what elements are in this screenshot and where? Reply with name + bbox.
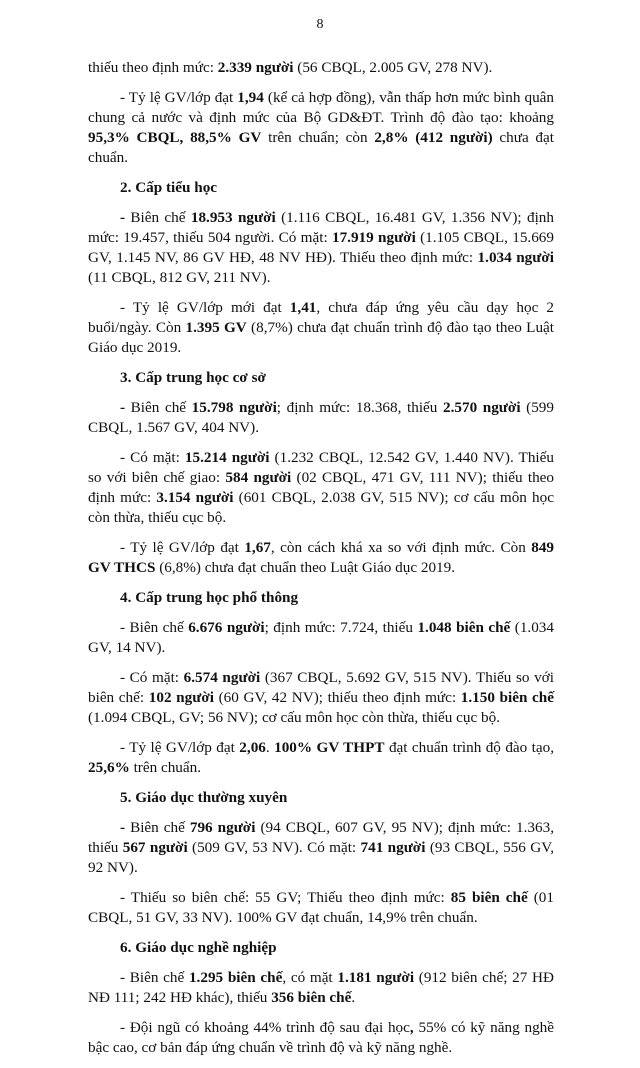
text-run: (6,8%) chưa đạt chuẩn theo Luật Giáo dục 2019. bbox=[155, 559, 456, 576]
bold-text: 2,8% (412 người) bbox=[374, 129, 493, 146]
section-heading bbox=[88, 588, 554, 608]
text-run: (94 CBQL, 607 GV, 95 NV); định mức: 1.363, thiếu bbox=[88, 819, 554, 856]
bold-text: 1,41 bbox=[289, 299, 317, 316]
text-run: - Có mặt: bbox=[120, 669, 184, 686]
bold-text: 95,3% CBQL, 88,5% GV bbox=[88, 129, 262, 146]
bold-text: 15.214 người bbox=[184, 449, 270, 466]
bold-text: 100% GV THPT bbox=[274, 739, 385, 756]
text-run: (60 GV, 42 NV); thiếu theo định mức: bbox=[213, 689, 461, 706]
text-run: (599 CBQL, 1.567 GV, 404 NV). bbox=[88, 399, 554, 436]
bold-text: 356 biên chế bbox=[271, 989, 352, 1006]
paragraph bbox=[88, 738, 554, 778]
paragraph bbox=[88, 208, 554, 288]
paragraph bbox=[88, 298, 554, 358]
bold-text: 2.339 người bbox=[217, 59, 294, 76]
text-run: (912 biên chế; 27 HĐ NĐ 111; 242 HĐ khác), thiếu bbox=[88, 969, 554, 1006]
text-run: Biên chế bbox=[130, 209, 191, 226]
paragraph bbox=[88, 818, 554, 878]
text-run: , còn cách khá xa so với định mức. Còn bbox=[270, 539, 532, 556]
bold-text: 18.953 người bbox=[190, 209, 276, 226]
paragraph bbox=[88, 538, 554, 578]
text-run: - Biên chế bbox=[120, 619, 189, 636]
bold-text: 1.295 biên chế bbox=[188, 969, 283, 986]
bold-text: 1.048 biên chế bbox=[417, 619, 511, 636]
text-run: (kể cả hợp đồng), vẫn thấp hơn mức bình quân chung cả nước và định mức của Bộ GD&ĐT. Trình độ đào tạo: khoảng bbox=[88, 89, 554, 126]
text-run: (93 CBQL, 556 GV, 92 NV). bbox=[88, 839, 554, 876]
text-run: - Tỷ lệ GV/lớp đạt bbox=[120, 739, 240, 756]
text-run: - Có mặt: bbox=[120, 449, 185, 466]
document-body bbox=[88, 58, 554, 1068]
text-run: - Đội ngũ có khoảng 44% trình độ sau đại học bbox=[120, 1019, 410, 1036]
bold-text: 102 người bbox=[148, 689, 214, 706]
bold-text: 25,6% bbox=[88, 759, 130, 776]
text-run: - Biên chế bbox=[120, 969, 189, 986]
bold-text: - bbox=[120, 399, 131, 416]
paragraph bbox=[88, 398, 554, 438]
text-run: (601 CBQL, 2.038 GV, 515 NV); cơ cấu môn học còn thừa, thiếu cục bộ. bbox=[88, 489, 554, 526]
bold-text: - bbox=[120, 819, 131, 836]
bold-text: 1,94 bbox=[237, 89, 264, 106]
bold-text: , bbox=[409, 1019, 414, 1036]
bold-text: 741 người bbox=[360, 839, 426, 856]
section-heading bbox=[88, 788, 554, 808]
bold-text: 2.570 người bbox=[442, 399, 521, 416]
text-run: (01 CBQL, 51 GV, 33 NV). 100% GV đạt chuẩn, 14,9% trên chuẩn. bbox=[88, 889, 554, 926]
text-run: trên chuẩn; còn bbox=[261, 129, 375, 146]
text-run: (367 CBQL, 5.692 GV, 515 NV). Thiếu so với biên chế: bbox=[88, 669, 554, 706]
bold-text: 15.798 người bbox=[191, 399, 277, 416]
text-run: trên chuẩn. bbox=[129, 759, 202, 776]
text-run: đạt chuẩn trình độ đào tạo, bbox=[384, 739, 555, 756]
text-run: - Tỷ lệ GV/lớp đạt bbox=[120, 89, 238, 106]
text-run: . bbox=[265, 739, 275, 756]
text-run: , có mặt bbox=[282, 969, 338, 986]
text-run: - Tỷ lệ GV/lớp mới đạt bbox=[120, 299, 290, 316]
text-run: 55% có kỹ năng nghề bậc cao, cơ bản đáp ứng chuẩn về trình độ và kỹ năng nghề. bbox=[88, 1019, 555, 1056]
bold-text: 1.150 biên chế bbox=[460, 689, 554, 706]
bold-text: 1.395 GV bbox=[185, 319, 247, 336]
text-run: chưa đạt chuẩn. bbox=[88, 129, 554, 166]
bold-text: 584 người bbox=[225, 469, 292, 486]
bold-text: 2,06 bbox=[239, 739, 266, 756]
bold-text: - bbox=[120, 209, 131, 226]
paragraph bbox=[88, 88, 554, 168]
page-number: 8 bbox=[316, 17, 324, 32]
bold-text: 796 người bbox=[189, 819, 256, 836]
text-run: 3. Cấp trung học cơ sở bbox=[120, 369, 266, 386]
text-run: 6. Giáo dục nghề nghiệp bbox=[120, 939, 277, 956]
text-run: (1.094 CBQL, GV; 56 NV); cơ cấu môn học còn thừa, thiếu cục bộ. bbox=[88, 709, 501, 726]
text-run: (8,7%) chưa đạt chuẩn trình độ đào tạo theo Luật Giáo dục 2019. bbox=[88, 319, 554, 356]
text-run: , chưa đáp ứng yêu cầu dạy học 2 buổi/ngày. Còn bbox=[88, 299, 555, 336]
bold-text: 1,67 bbox=[244, 539, 271, 556]
text-run: 2. Cấp tiểu học bbox=[120, 179, 218, 196]
text-run: (1.116 CBQL, 16.481 GV, 1.356 NV); định mức: 19.457, thiếu 504 người. Có mặt: bbox=[88, 209, 554, 246]
section-heading bbox=[88, 178, 554, 198]
bold-text: 3.154 người bbox=[156, 489, 234, 506]
bold-text: 567 người bbox=[122, 839, 188, 856]
text-run: - Thiếu so biên chế: 55 GV; Thiếu theo định mức: bbox=[120, 889, 451, 906]
bold-text: 6.574 người bbox=[183, 669, 261, 686]
text-run: ; định mức: 7.724, thiếu bbox=[264, 619, 418, 636]
text-run: Biên chế bbox=[130, 819, 190, 836]
bold-text: 17.919 người bbox=[331, 229, 416, 246]
text-run: (56 CBQL, 2.005 GV, 278 NV). bbox=[293, 59, 493, 76]
text-run: 4. Cấp trung học phổ thông bbox=[120, 589, 299, 606]
text-run: (1.034 GV, 14 NV). bbox=[88, 619, 554, 656]
bold-text: 1.181 người bbox=[337, 969, 415, 986]
paragraph bbox=[88, 1018, 554, 1058]
bold-text: 85 biên chế bbox=[450, 889, 528, 906]
text-run: thiếu theo định mức: bbox=[88, 59, 218, 76]
paragraph bbox=[88, 968, 554, 1008]
paragraph bbox=[88, 618, 554, 658]
text-run: (02 CBQL, 471 GV, 111 NV); thiếu theo định mức: bbox=[88, 469, 554, 506]
section-heading bbox=[88, 368, 554, 388]
paragraph bbox=[88, 668, 554, 728]
text-run: 5. Giáo dục thường xuyên bbox=[120, 789, 288, 806]
bold-text: 849 GV THCS bbox=[88, 539, 554, 576]
text-run: (11 CBQL, 812 GV, 211 NV). bbox=[88, 269, 271, 286]
text-run: (509 GV, 53 NV). Có mặt: bbox=[187, 839, 361, 856]
text-run: (1.105 CBQL, 15.669 GV, 1.145 NV, 86 GV HĐ, 48 NV HĐ). Thiếu theo định mức: bbox=[88, 229, 554, 266]
text-run: ; định mức: 18.368, thiếu bbox=[276, 399, 443, 416]
bold-text: 1.034 người bbox=[477, 249, 554, 266]
paragraph bbox=[88, 58, 554, 78]
text-run: . bbox=[351, 989, 356, 1006]
section-heading bbox=[88, 938, 554, 958]
text-run: (1.232 CBQL, 12.542 GV, 1.440 NV). Thiếu so với biên chế giao: bbox=[88, 449, 554, 486]
text-run: - Tỷ lệ GV/lớp đạt bbox=[120, 539, 245, 556]
paragraph bbox=[88, 888, 554, 928]
text-run: Biên chế bbox=[130, 399, 192, 416]
paragraph bbox=[88, 448, 554, 528]
bold-text: 6.676 người bbox=[188, 619, 265, 636]
